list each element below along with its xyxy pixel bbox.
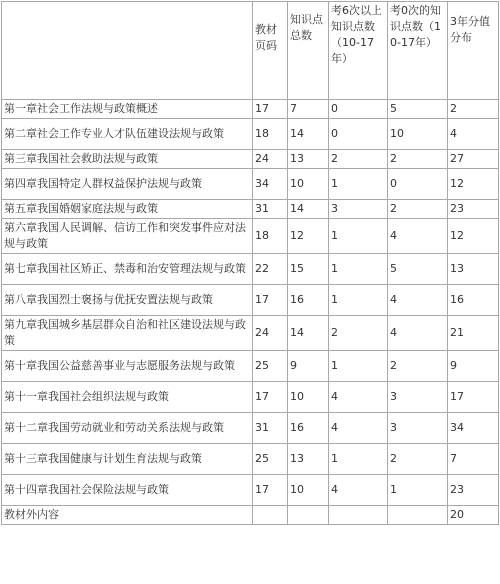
tested-6-plus-cell: 2 bbox=[329, 150, 388, 169]
page-count-cell: 31 bbox=[253, 413, 288, 444]
knowledge-total-cell: 14 bbox=[288, 316, 329, 351]
chapter-cell: 教材外内容 bbox=[2, 506, 253, 525]
table-row bbox=[2, 351, 499, 382]
chapter-cell: 第三章我国社会救助法规与政策 bbox=[2, 150, 253, 169]
tested-0-cell: 3 bbox=[388, 413, 448, 444]
page-count-cell bbox=[253, 506, 288, 525]
header-score-distribution: 3年分值分布 bbox=[448, 2, 499, 100]
score-distribution-cell: 20 bbox=[448, 506, 499, 525]
chapter-cell: 第十二章我国劳动就业和劳动关系法规与政策 bbox=[2, 413, 253, 444]
score-distribution-cell: 34 bbox=[448, 413, 499, 444]
chapter-cell: 第四章我国特定人群权益保护法规与政策 bbox=[2, 169, 253, 200]
tested-0-cell: 2 bbox=[388, 150, 448, 169]
page-count-cell: 25 bbox=[253, 351, 288, 382]
score-distribution-cell: 12 bbox=[448, 169, 499, 200]
score-distribution-cell: 13 bbox=[448, 254, 499, 285]
knowledge-total-cell: 10 bbox=[288, 475, 329, 506]
knowledge-total-cell: 10 bbox=[288, 169, 329, 200]
page-count-cell: 22 bbox=[253, 254, 288, 285]
tested-0-cell: 4 bbox=[388, 285, 448, 316]
knowledge-total-cell: 9 bbox=[288, 351, 329, 382]
tested-0-cell: 5 bbox=[388, 100, 448, 119]
tested-6-plus-cell: 0 bbox=[329, 100, 388, 119]
tested-0-cell: 2 bbox=[388, 351, 448, 382]
chapter-cell: 第五章我国婚姻家庭法规与政策 bbox=[2, 200, 253, 219]
page-count-cell: 17 bbox=[253, 285, 288, 316]
knowledge-total-cell: 13 bbox=[288, 150, 329, 169]
tested-6-plus-cell: 3 bbox=[329, 200, 388, 219]
knowledge-total-cell: 16 bbox=[288, 285, 329, 316]
tested-0-cell: 2 bbox=[388, 200, 448, 219]
knowledge-total-cell: 14 bbox=[288, 200, 329, 219]
score-distribution-cell: 27 bbox=[448, 150, 499, 169]
header-row bbox=[2, 2, 499, 100]
table-row bbox=[2, 506, 499, 525]
table-row bbox=[2, 475, 499, 506]
score-distribution-cell: 17 bbox=[448, 382, 499, 413]
tested-6-plus-cell: 0 bbox=[329, 119, 388, 150]
knowledge-total-cell: 7 bbox=[288, 100, 329, 119]
tested-6-plus-cell: 1 bbox=[329, 351, 388, 382]
tested-0-cell: 5 bbox=[388, 254, 448, 285]
tested-0-cell: 0 bbox=[388, 169, 448, 200]
page-count-cell: 24 bbox=[253, 316, 288, 351]
table-row bbox=[2, 100, 499, 119]
header-page-count: 教材页码 bbox=[253, 2, 288, 100]
tested-6-plus-cell: 1 bbox=[329, 444, 388, 475]
table-row bbox=[2, 444, 499, 475]
tested-0-cell: 4 bbox=[388, 219, 448, 254]
knowledge-total-cell: 14 bbox=[288, 119, 329, 150]
table-row bbox=[2, 316, 499, 351]
table-row bbox=[2, 169, 499, 200]
header-knowledge-total: 知识点总数 bbox=[288, 2, 329, 100]
knowledge-total-cell: 15 bbox=[288, 254, 329, 285]
chapter-cell: 第十章我国公益慈善事业与志愿服务法规与政策 bbox=[2, 351, 253, 382]
knowledge-total-cell: 13 bbox=[288, 444, 329, 475]
chapter-cell: 第九章我国城乡基层群众自治和社区建设法规与政策 bbox=[2, 316, 253, 351]
chapter-cell: 第一章社会工作法规与政策概述 bbox=[2, 100, 253, 119]
page-count-cell: 18 bbox=[253, 219, 288, 254]
knowledge-total-cell: 16 bbox=[288, 413, 329, 444]
tested-0-cell: 4 bbox=[388, 316, 448, 351]
header-chapter bbox=[2, 2, 253, 100]
tested-6-plus-cell: 1 bbox=[329, 285, 388, 316]
tested-6-plus-cell: 4 bbox=[329, 382, 388, 413]
chapter-cell: 第十一章我国社会组织法规与政策 bbox=[2, 382, 253, 413]
chapter-stats-table bbox=[1, 1, 499, 525]
table-row bbox=[2, 219, 499, 254]
score-distribution-cell: 23 bbox=[448, 200, 499, 219]
header-tested-6-plus: 考6次以上知识点数（10-17年） bbox=[329, 2, 388, 100]
tested-0-cell: 2 bbox=[388, 444, 448, 475]
tested-0-cell bbox=[388, 506, 448, 525]
tested-0-cell: 3 bbox=[388, 382, 448, 413]
knowledge-total-cell bbox=[288, 506, 329, 525]
page-count-cell: 17 bbox=[253, 382, 288, 413]
chapter-cell: 第六章我国人民调解、信访工作和突发事件应对法规与政策 bbox=[2, 219, 253, 254]
table-row bbox=[2, 382, 499, 413]
chapter-cell: 第七章我国社区矫正、禁毒和治安管理法规与政策 bbox=[2, 254, 253, 285]
score-distribution-cell: 23 bbox=[448, 475, 499, 506]
tested-6-plus-cell bbox=[329, 506, 388, 525]
tested-0-cell: 1 bbox=[388, 475, 448, 506]
score-distribution-cell: 12 bbox=[448, 219, 499, 254]
page-count-cell: 18 bbox=[253, 119, 288, 150]
score-distribution-cell: 16 bbox=[448, 285, 499, 316]
page-count-cell: 25 bbox=[253, 444, 288, 475]
page-count-cell: 24 bbox=[253, 150, 288, 169]
chapter-cell: 第十四章我国社会保险法规与政策 bbox=[2, 475, 253, 506]
score-distribution-cell: 7 bbox=[448, 444, 499, 475]
tested-0-cell: 10 bbox=[388, 119, 448, 150]
page-count-cell: 34 bbox=[253, 169, 288, 200]
score-distribution-cell: 9 bbox=[448, 351, 499, 382]
tested-6-plus-cell: 2 bbox=[329, 316, 388, 351]
page-count-cell: 17 bbox=[253, 475, 288, 506]
score-distribution-cell: 2 bbox=[448, 100, 499, 119]
score-distribution-cell: 21 bbox=[448, 316, 499, 351]
chapter-cell: 第八章我国烈士褒扬与优抚安置法规与政策 bbox=[2, 285, 253, 316]
table-row bbox=[2, 200, 499, 219]
tested-6-plus-cell: 4 bbox=[329, 413, 388, 444]
table-row bbox=[2, 119, 499, 150]
page-count-cell: 17 bbox=[253, 100, 288, 119]
table-row bbox=[2, 254, 499, 285]
table-row bbox=[2, 413, 499, 444]
knowledge-total-cell: 10 bbox=[288, 382, 329, 413]
chapter-cell: 第十三章我国健康与计划生育法规与政策 bbox=[2, 444, 253, 475]
knowledge-total-cell: 12 bbox=[288, 219, 329, 254]
chapter-cell: 第二章社会工作专业人才队伍建设法规与政策 bbox=[2, 119, 253, 150]
table-row bbox=[2, 150, 499, 169]
tested-6-plus-cell: 1 bbox=[329, 169, 388, 200]
header-tested-0: 考0次的知识点数（10-17年） bbox=[388, 2, 448, 100]
page-count-cell: 31 bbox=[253, 200, 288, 219]
tested-6-plus-cell: 1 bbox=[329, 254, 388, 285]
table-row bbox=[2, 285, 499, 316]
tested-6-plus-cell: 1 bbox=[329, 219, 388, 254]
score-distribution-cell: 4 bbox=[448, 119, 499, 150]
tested-6-plus-cell: 4 bbox=[329, 475, 388, 506]
